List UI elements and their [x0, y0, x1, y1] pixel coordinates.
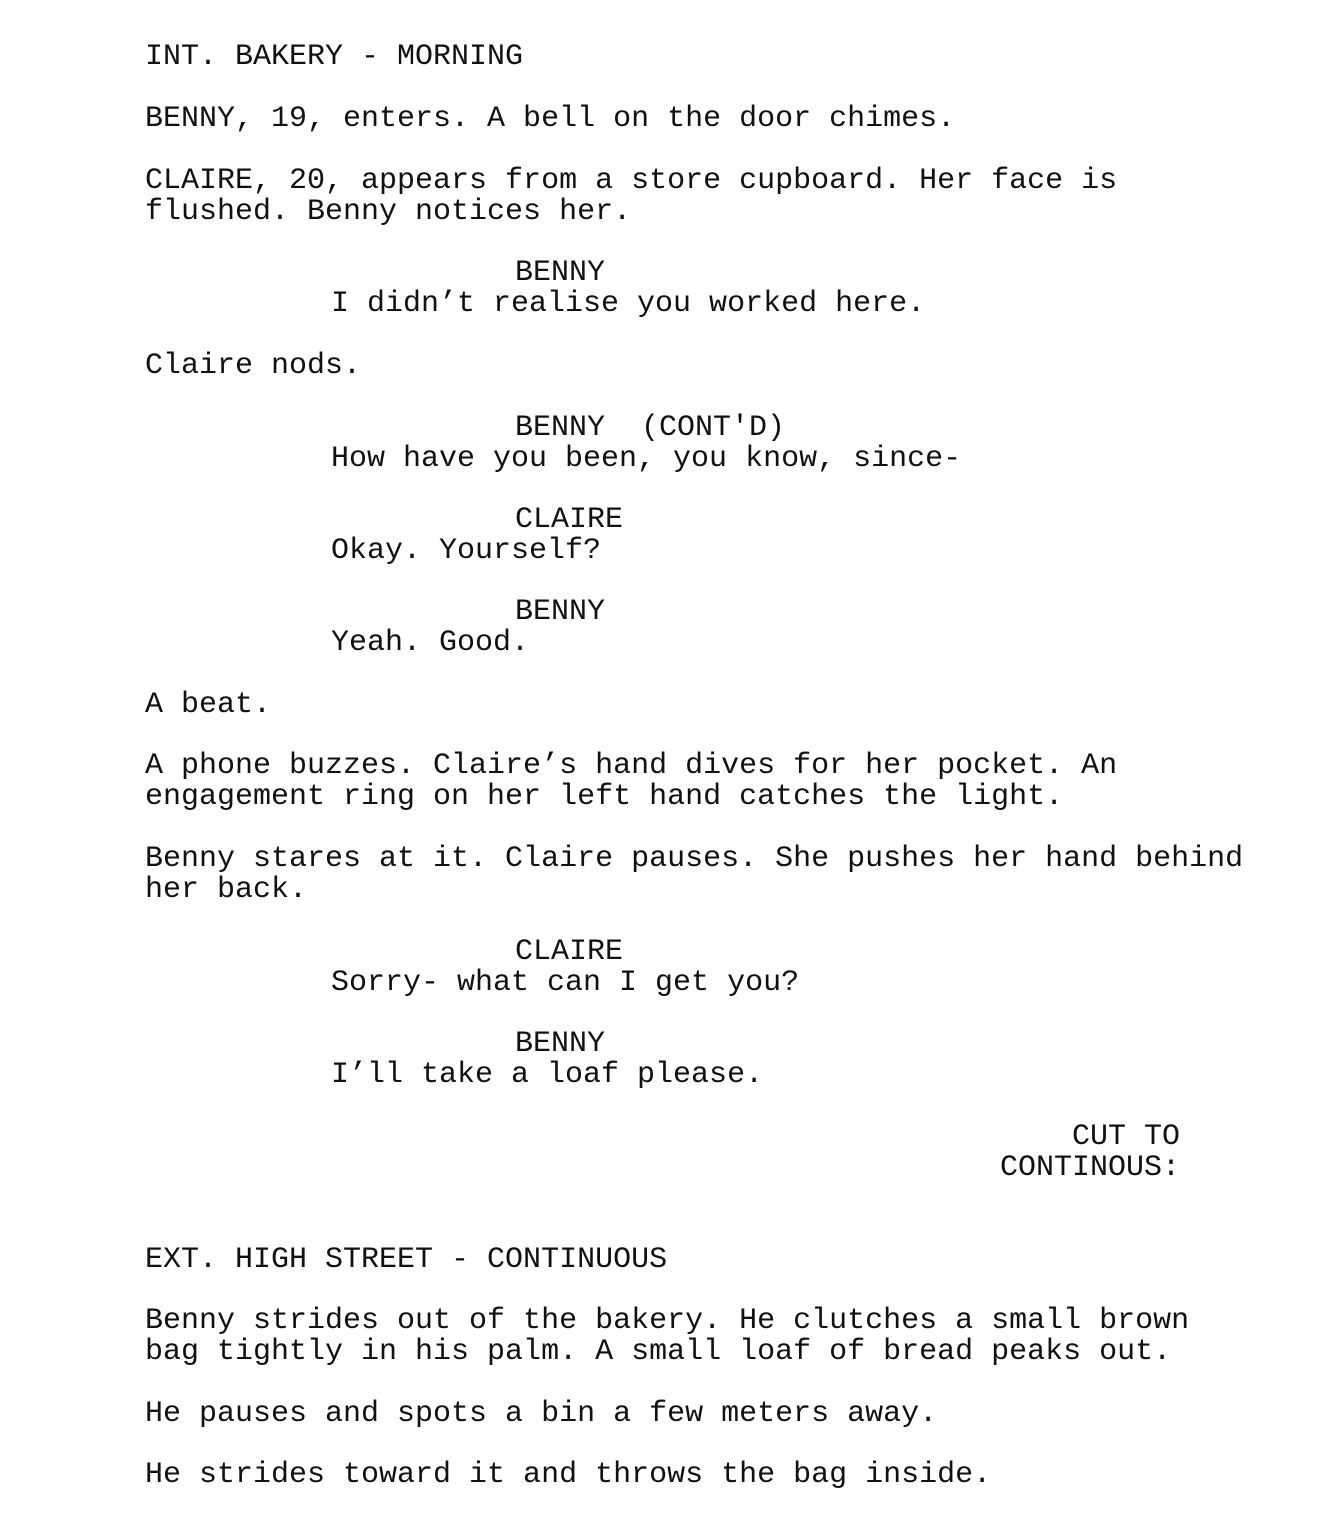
- dialogue-line: Yeah. Good.: [331, 626, 530, 660]
- scene-heading: EXT. HIGH STREET - CONTINUOUS: [145, 1243, 668, 1277]
- transition: CONTINOUS:: [1000, 1151, 1181, 1185]
- action-line: her back.: [145, 873, 308, 907]
- dialogue-line: Sorry- what can I get you?: [331, 966, 800, 1000]
- dialogue-line: How have you been, you know, since-: [331, 442, 962, 476]
- character-name: BENNY: [515, 1027, 606, 1061]
- transition: CUT TO: [1071, 1120, 1180, 1154]
- character-name-text: BENNY: [515, 411, 606, 445]
- action-line: Benny stares at it. Claire pauses. She pushes her hand behind: [145, 842, 1244, 876]
- action-line: flushed. Benny notices her.: [145, 195, 632, 229]
- character-name: BENNY: [515, 256, 606, 290]
- action-line: He pauses and spots a bin a few meters away.: [145, 1397, 938, 1431]
- action-line: Claire nods.: [145, 349, 362, 383]
- action-line: bag tightly in his palm. A small loaf of bread peaks out.: [145, 1335, 1172, 1369]
- character-extension: (CONT'D): [641, 411, 786, 445]
- action-line: He strides toward it and throws the bag inside.: [145, 1458, 992, 1492]
- action-line: engagement ring on her left hand catches the light.: [145, 780, 1064, 814]
- action-line: A phone buzzes. Claire’s hand dives for her pocket. An: [145, 749, 1118, 783]
- character-name: CLAIRE: [515, 503, 624, 537]
- dialogue-line: I’ll take a loaf please.: [331, 1058, 764, 1092]
- character-name: CLAIRE: [515, 935, 624, 969]
- character-name: BENNY: [515, 595, 606, 629]
- dialogue-line: Okay. Yourself?: [331, 534, 602, 568]
- action-line: Benny strides out of the bakery. He clutches a small brown: [145, 1304, 1190, 1338]
- scene-heading: INT. BAKERY - MORNING: [145, 40, 524, 74]
- character-name: [515, 413, 785, 444]
- action-line: A beat.: [145, 688, 272, 722]
- dialogue-line: I didn’t realise you worked here.: [331, 287, 926, 321]
- action-line: CLAIRE, 20, appears from a store cupboard. Her face is: [145, 164, 1118, 198]
- action-line: BENNY, 19, enters. A bell on the door chimes.: [145, 102, 956, 136]
